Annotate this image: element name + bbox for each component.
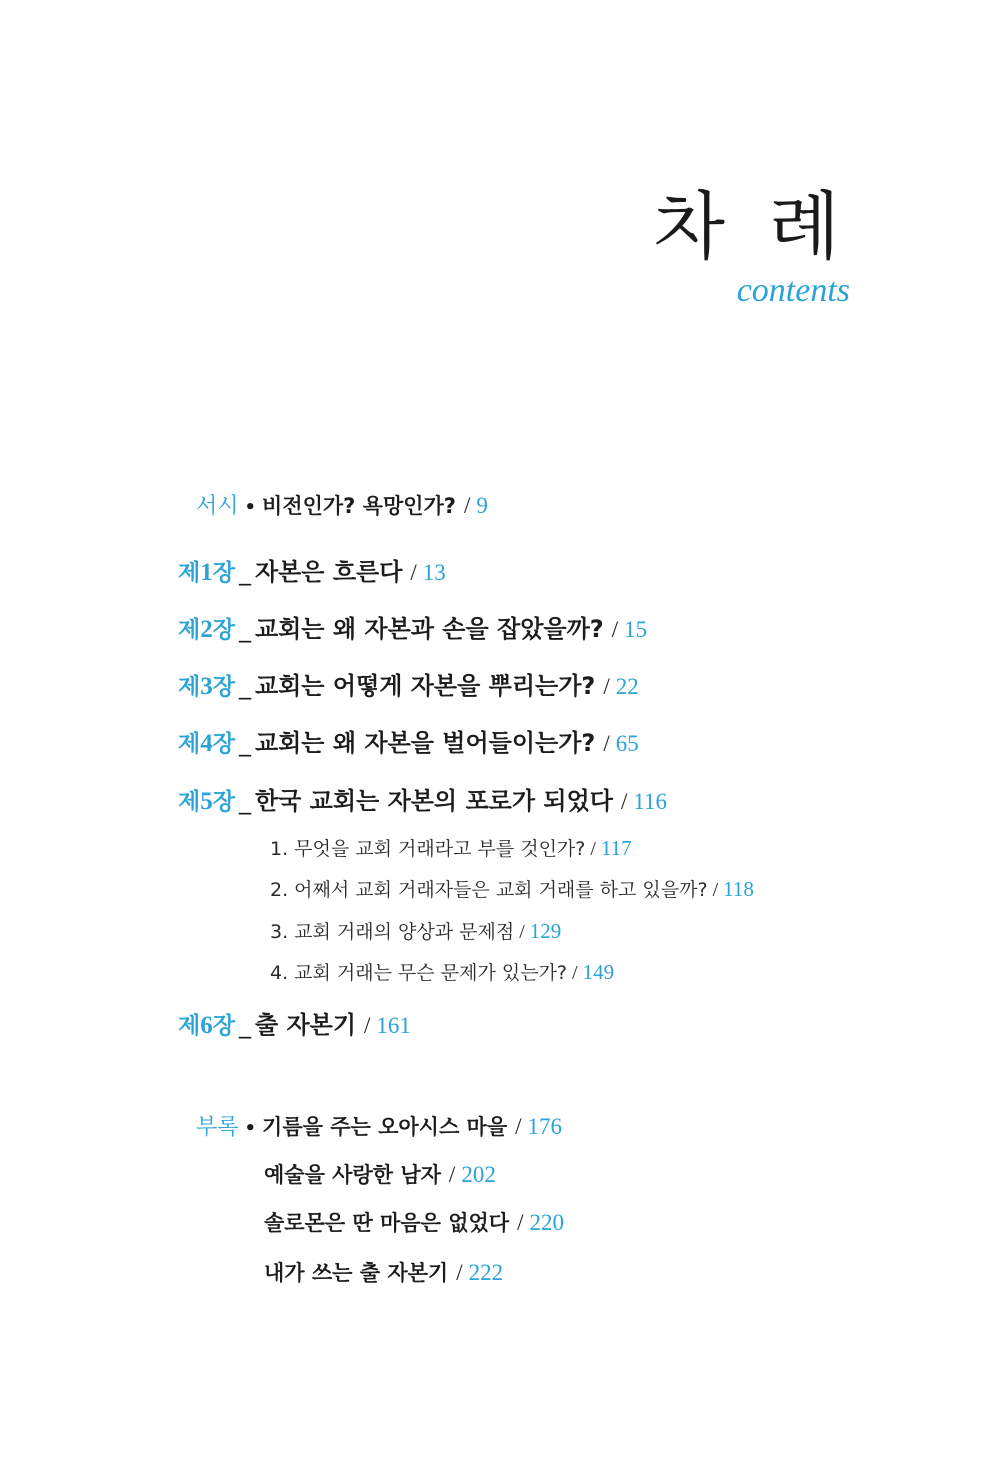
chapter-slash: / bbox=[603, 731, 610, 756]
chapter-page: 161 bbox=[376, 1013, 411, 1038]
toc-chapter-1[interactable] bbox=[178, 560, 446, 585]
toc-chapter-2[interactable] bbox=[178, 617, 647, 642]
chapter-number: 3 bbox=[200, 673, 213, 700]
appendix-slash: / bbox=[456, 1260, 463, 1285]
preface-title: 비전인가? 욕망인가? bbox=[262, 494, 456, 518]
appendix-bullet: • bbox=[244, 1118, 257, 1139]
toc-chapter-6[interactable] bbox=[178, 1013, 411, 1038]
toc-chapter-4[interactable] bbox=[178, 731, 639, 756]
chapter-label-suffix: 장 bbox=[212, 789, 235, 815]
appendix-page: 220 bbox=[529, 1210, 564, 1235]
section-page: 149 bbox=[582, 960, 615, 984]
section-title: 3. 교회 거래의 양상과 문제점 bbox=[270, 921, 515, 943]
appendix-page: 176 bbox=[527, 1114, 563, 1139]
chapter-separator: _ bbox=[238, 1011, 251, 1039]
chapter-page: 13 bbox=[422, 560, 446, 585]
chapter-number: 5 bbox=[200, 788, 213, 815]
section-slash: / bbox=[519, 921, 525, 943]
chapter-number: 2 bbox=[200, 616, 213, 643]
chapter-label-prefix: 제 bbox=[178, 789, 201, 815]
section-page: 118 bbox=[723, 877, 754, 901]
chapter-label-suffix: 장 bbox=[212, 617, 235, 643]
toc-chapter-3[interactable] bbox=[178, 674, 639, 699]
preface-slash: / bbox=[464, 493, 471, 518]
chapter-title: 한국 교회는 자본의 포로가 되었다 bbox=[254, 787, 613, 815]
chapter-label-prefix: 제 bbox=[178, 560, 201, 586]
toc-preface[interactable] bbox=[196, 494, 488, 518]
section-slash: / bbox=[572, 962, 578, 984]
appendix-title: 기름을 주는 오아시스 마을 bbox=[262, 1115, 508, 1139]
toc-appendix-4[interactable] bbox=[264, 1261, 503, 1284]
chapter-page: 22 bbox=[615, 674, 639, 699]
chapter-number: 1 bbox=[200, 559, 213, 586]
appendix-title: 솔로몬은 딴 마음은 없었다 bbox=[264, 1211, 510, 1235]
section-page: 129 bbox=[529, 919, 562, 943]
toc-appendix-1[interactable] bbox=[196, 1115, 562, 1139]
chapter-separator: _ bbox=[238, 615, 251, 643]
chapter-slash: / bbox=[611, 617, 619, 642]
chapter-label-suffix: 장 bbox=[212, 731, 235, 757]
chapter-slash: / bbox=[603, 674, 610, 699]
section-page: 117 bbox=[600, 836, 632, 860]
preface-label: 서시 bbox=[196, 494, 239, 519]
appendix-slash: / bbox=[448, 1162, 456, 1187]
chapter-label-prefix: 제 bbox=[178, 731, 201, 757]
chapter-label-suffix: 장 bbox=[212, 1013, 235, 1039]
chapter-number: 6 bbox=[200, 1012, 213, 1039]
page-title: 차 례 bbox=[653, 184, 850, 270]
preface-bullet: • bbox=[244, 497, 257, 518]
section-title: 4. 교회 거래는 무슨 문제가 있는가? bbox=[270, 962, 568, 984]
chapter-page: 15 bbox=[624, 617, 648, 642]
chapter-title: 자본은 흐른다 bbox=[254, 558, 403, 586]
toc-appendix-2[interactable] bbox=[264, 1163, 496, 1186]
chapter-page: 116 bbox=[633, 789, 667, 814]
chapter-title: 출 자본기 bbox=[254, 1011, 357, 1039]
section-slash: / bbox=[590, 838, 596, 860]
chapter-separator: _ bbox=[238, 672, 251, 700]
chapter-slash: / bbox=[410, 560, 417, 585]
appendix-page: 222 bbox=[468, 1260, 504, 1285]
chapter-label-suffix: 장 bbox=[212, 560, 235, 586]
toc-appendix-3[interactable] bbox=[264, 1211, 564, 1234]
section-slash: / bbox=[712, 879, 719, 901]
page-subtitle: contents bbox=[736, 272, 850, 309]
toc-section-5-3[interactable] bbox=[270, 921, 561, 942]
preface-page: 9 bbox=[476, 493, 488, 518]
appendix-label: 부록 bbox=[196, 1115, 239, 1140]
chapter-page: 65 bbox=[615, 731, 639, 756]
toc-section-5-2[interactable] bbox=[270, 879, 754, 900]
appendix-title: 내가 쓰는 출 자본기 bbox=[264, 1261, 449, 1285]
chapter-label-prefix: 제 bbox=[178, 674, 201, 700]
toc-chapter-5[interactable] bbox=[178, 789, 667, 814]
chapter-slash: / bbox=[364, 1013, 371, 1038]
chapter-title: 교회는 왜 자본과 손을 잡았을까? bbox=[254, 615, 604, 643]
chapter-title: 교회는 어떻게 자본을 뿌리는가? bbox=[254, 672, 596, 700]
chapter-label-prefix: 제 bbox=[178, 1013, 201, 1039]
chapter-number: 4 bbox=[200, 730, 213, 757]
toc-section-5-1[interactable] bbox=[270, 838, 632, 859]
section-title: 1. 무엇을 교회 거래라고 부를 것인가? bbox=[270, 838, 586, 860]
section-title: 2. 어째서 교회 거래자들은 교회 거래를 하고 있을까? bbox=[270, 879, 708, 901]
chapter-label-suffix: 장 bbox=[212, 674, 235, 700]
chapter-separator: _ bbox=[238, 787, 251, 815]
chapter-separator: _ bbox=[238, 558, 251, 586]
chapter-separator: _ bbox=[238, 729, 251, 757]
appendix-page: 202 bbox=[461, 1162, 496, 1187]
appendix-title: 예술을 사랑한 남자 bbox=[264, 1163, 441, 1187]
appendix-slash: / bbox=[515, 1114, 522, 1139]
chapter-label-prefix: 제 bbox=[178, 617, 201, 643]
title-block bbox=[653, 184, 851, 309]
appendix-slash: / bbox=[517, 1210, 524, 1235]
chapter-title: 교회는 왜 자본을 벌어들이는가? bbox=[254, 729, 596, 757]
chapter-slash: / bbox=[620, 789, 628, 814]
toc-section-5-4[interactable] bbox=[270, 962, 614, 983]
